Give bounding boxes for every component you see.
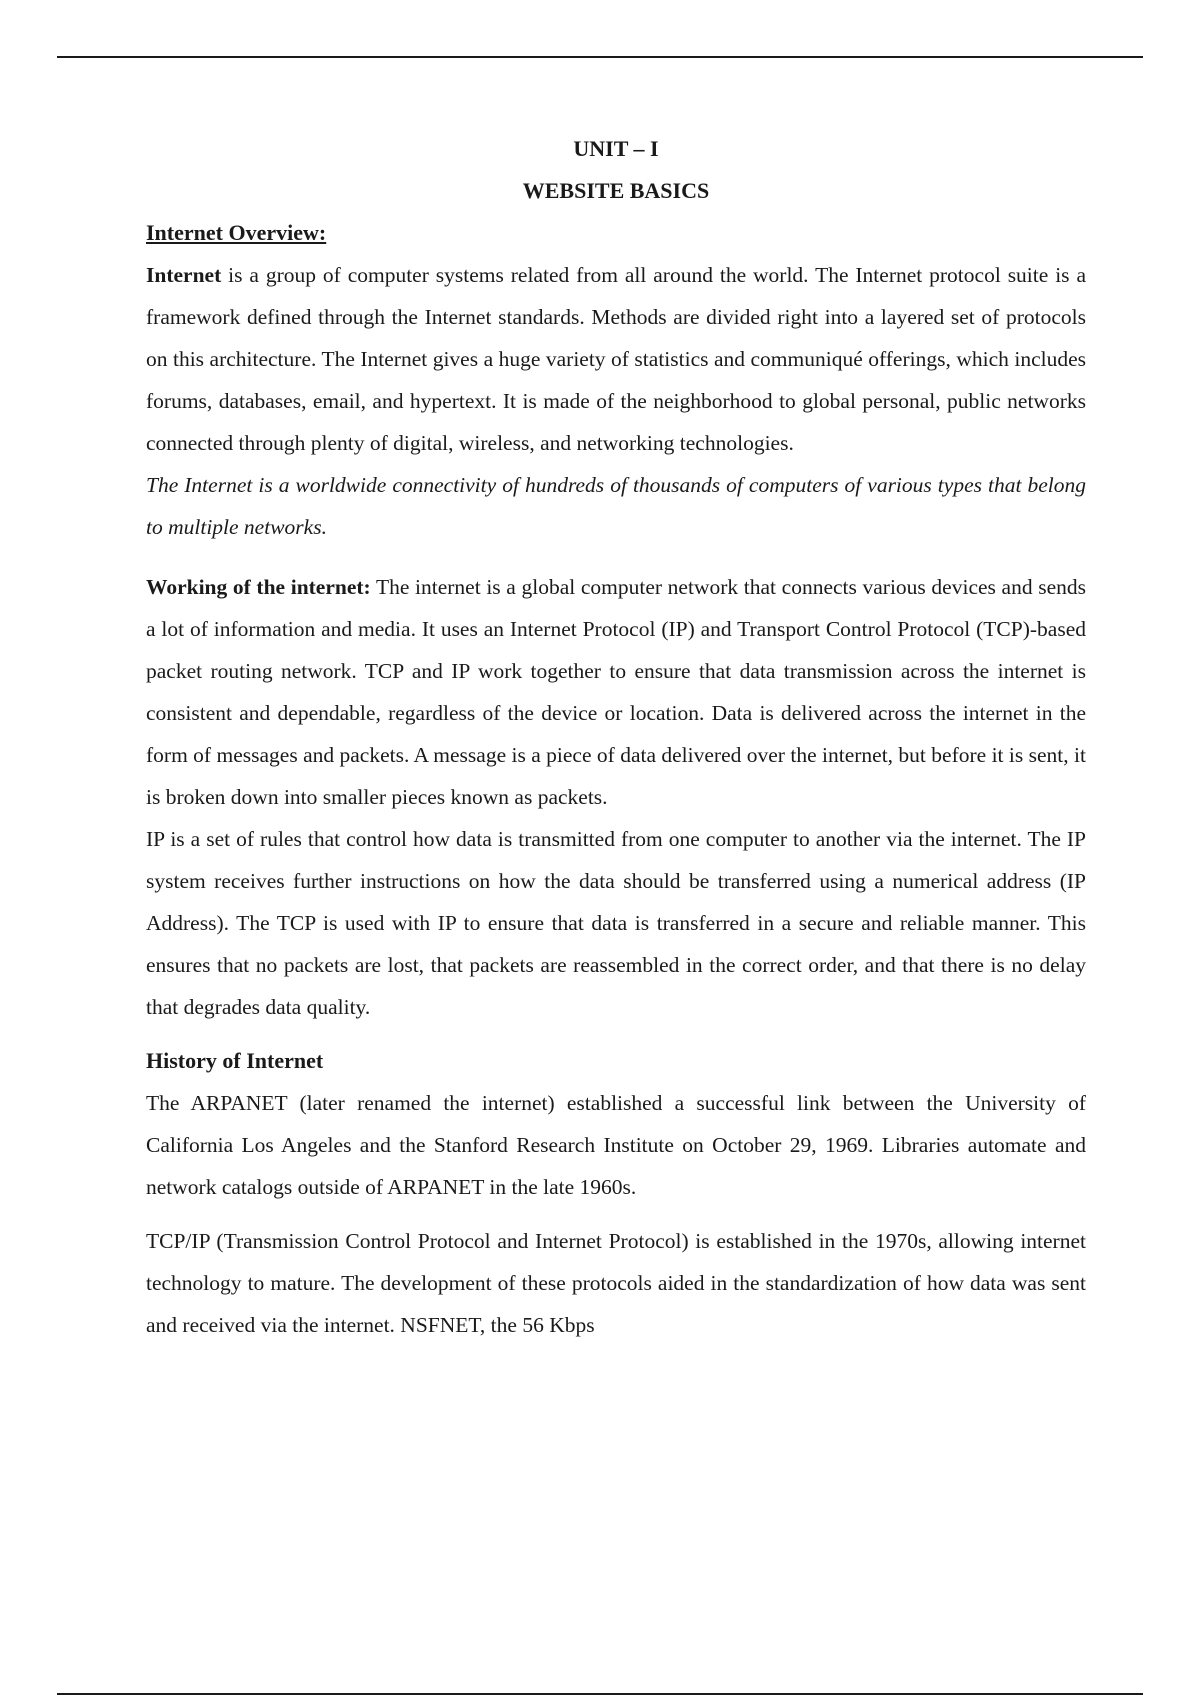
internet-term: Internet [146,263,222,287]
history-paragraph-1: The ARPANET (later renamed the internet) established a successful link between the University of California Los Angeles and the Stanford Research Institute on October 29, 1969. Libraries automate and network catalogs outside of ARPANET in the late 1960s. [146,1091,1086,1199]
working-text-1: The internet is a global computer network that connects various devices and sends a lot of information and media. It uses an Internet Protocol (IP) and Transport Control Protocol (TCP)-based packet routing network. TCP and IP work together to ensure that data transmission across the internet is consistent and dependable, regardless of the device or location. Data is delivered across the internet in the form of messages and packets. A message is a piece of data delivered over the internet, but before it is sent, it is broken down into smaller pieces known as packets. [146,575,1086,809]
unit-title: UNIT – I [573,136,659,161]
internet-overview-heading: Internet Overview: [146,220,327,245]
internet-overview-paragraph [146,254,1086,464]
internet-overview-text: is a group of computer systems related from all around the world. The Internet protocol suite is a framework defined through the Internet standards. Methods are divided right into a layered set of protocols on this architecture. The Internet gives a huge variety of statistics and communiqué offerings, which includes forums, databases, email, and hypertext. It is made of the neighborhood to global personal, public networks connected through plenty of digital, wireless, and networking technologies. [146,263,1086,455]
working-paragraph-1 [146,566,1086,818]
bottom-rule [57,1693,1143,1695]
document-page [146,128,1086,1346]
chapter-title: WEBSITE BASICS [522,178,710,203]
history-heading: History of Internet [146,1048,324,1073]
internet-definition: The Internet is a worldwide connectivity of hundreds of thousands of computers of various types that belong to multiple networks. [146,473,1086,539]
history-paragraph-2: TCP/IP (Transmission Control Protocol and Internet Protocol) is established in the 1970s, allowing internet technology to mature. The development of these protocols aided in the standardization of how data was sent and received via the internet. NSFNET, the 56 Kbps [146,1229,1086,1337]
working-term: Working of the internet: [146,575,371,599]
working-paragraph-2: IP is a set of rules that control how data is transmitted from one computer to another via the internet. The IP system receives further instructions on how the data should be transferred using a numerical address (IP Address). The TCP is used with IP to ensure that data is transferred in a secure and reliable manner. This ensures that no packets are lost, that packets are reassembled in the correct order, and that there is no delay that degrades data quality. [146,827,1086,1019]
top-rule [57,56,1143,58]
